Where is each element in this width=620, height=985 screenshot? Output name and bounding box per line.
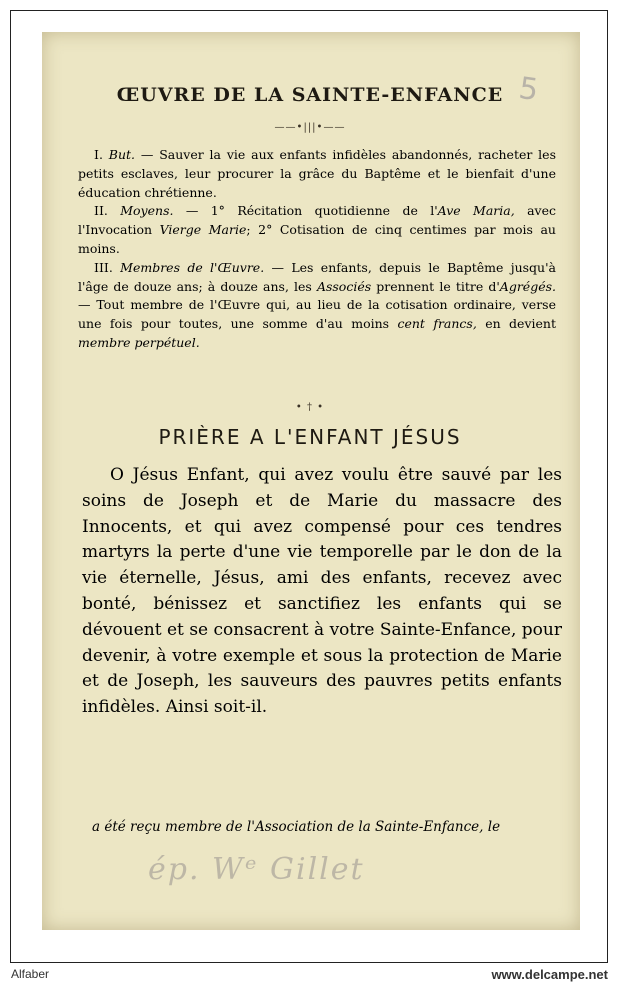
section-but: I. But. — Sauver la vie aux enfants infidèles abandonnés, racheter les petits esclaves, leur procurer la grâce du Baptême et le bienfait d'une éducation chrétienne. [78,147,556,200]
ornament-dots: • † • [295,402,325,413]
site-watermark: www.delcampe.net [491,967,608,982]
section-moyens: II. Moyens. — 1° Récitation quotidienne de l'Ave Maria, avec l'Invocation Vierge Marie; 2° Cotisation de cinq centimes par mois au moins. [78,203,556,256]
section-membres: III. Membres de l'Œuvre. — Les enfants, depuis le Baptême jusqu'à l'âge de douze ans; à douze ans, les Associés prennent le titre d'Agrégés. — Tout membre de l'Œuvre qui, au lieu de la cotisation ordinaire, verse une fois pour toutes, une somme d'au moins cent francs, en devient membre perpétuel. [78,259,556,350]
statutes-text [78,146,556,353]
seller-name: Alfaber [11,967,50,981]
handwritten-name: ép. Wᵉ Gillet [148,852,365,887]
ornament-divider: ——•|||•—— [274,122,346,133]
handwritten-number: 5 [516,70,541,109]
membership-line: a été reçu membre de l'Association de la Sainte-Enfance, le [92,819,501,835]
card-title: ŒUVRE DE LA SAINTE-ENFANCE [116,84,504,106]
prayer-title: PRIÈRE A L'ENFANT JÉSUS [158,425,462,449]
prayer-paragraph: O Jésus Enfant, qui avez voulu être sauvé par les soins de Joseph et de Marie du massacre des Innocents, et qui avez compensé pour ces tendres martyrs la perte d'une vie temporelle par le don de la vie éternelle, Jésus, ami des enfants, recevez avec bonté, bénissez et sanctifiez les enfants qui se dévouent et se consacrent à votre Sainte-Enfance, pour devenir, à votre exemple et sous la protection de Marie et de Joseph, les sauveurs des pauvres petits enfants infidèles. Ainsi soit-il. [82,465,562,718]
prayer-text [82,463,562,721]
